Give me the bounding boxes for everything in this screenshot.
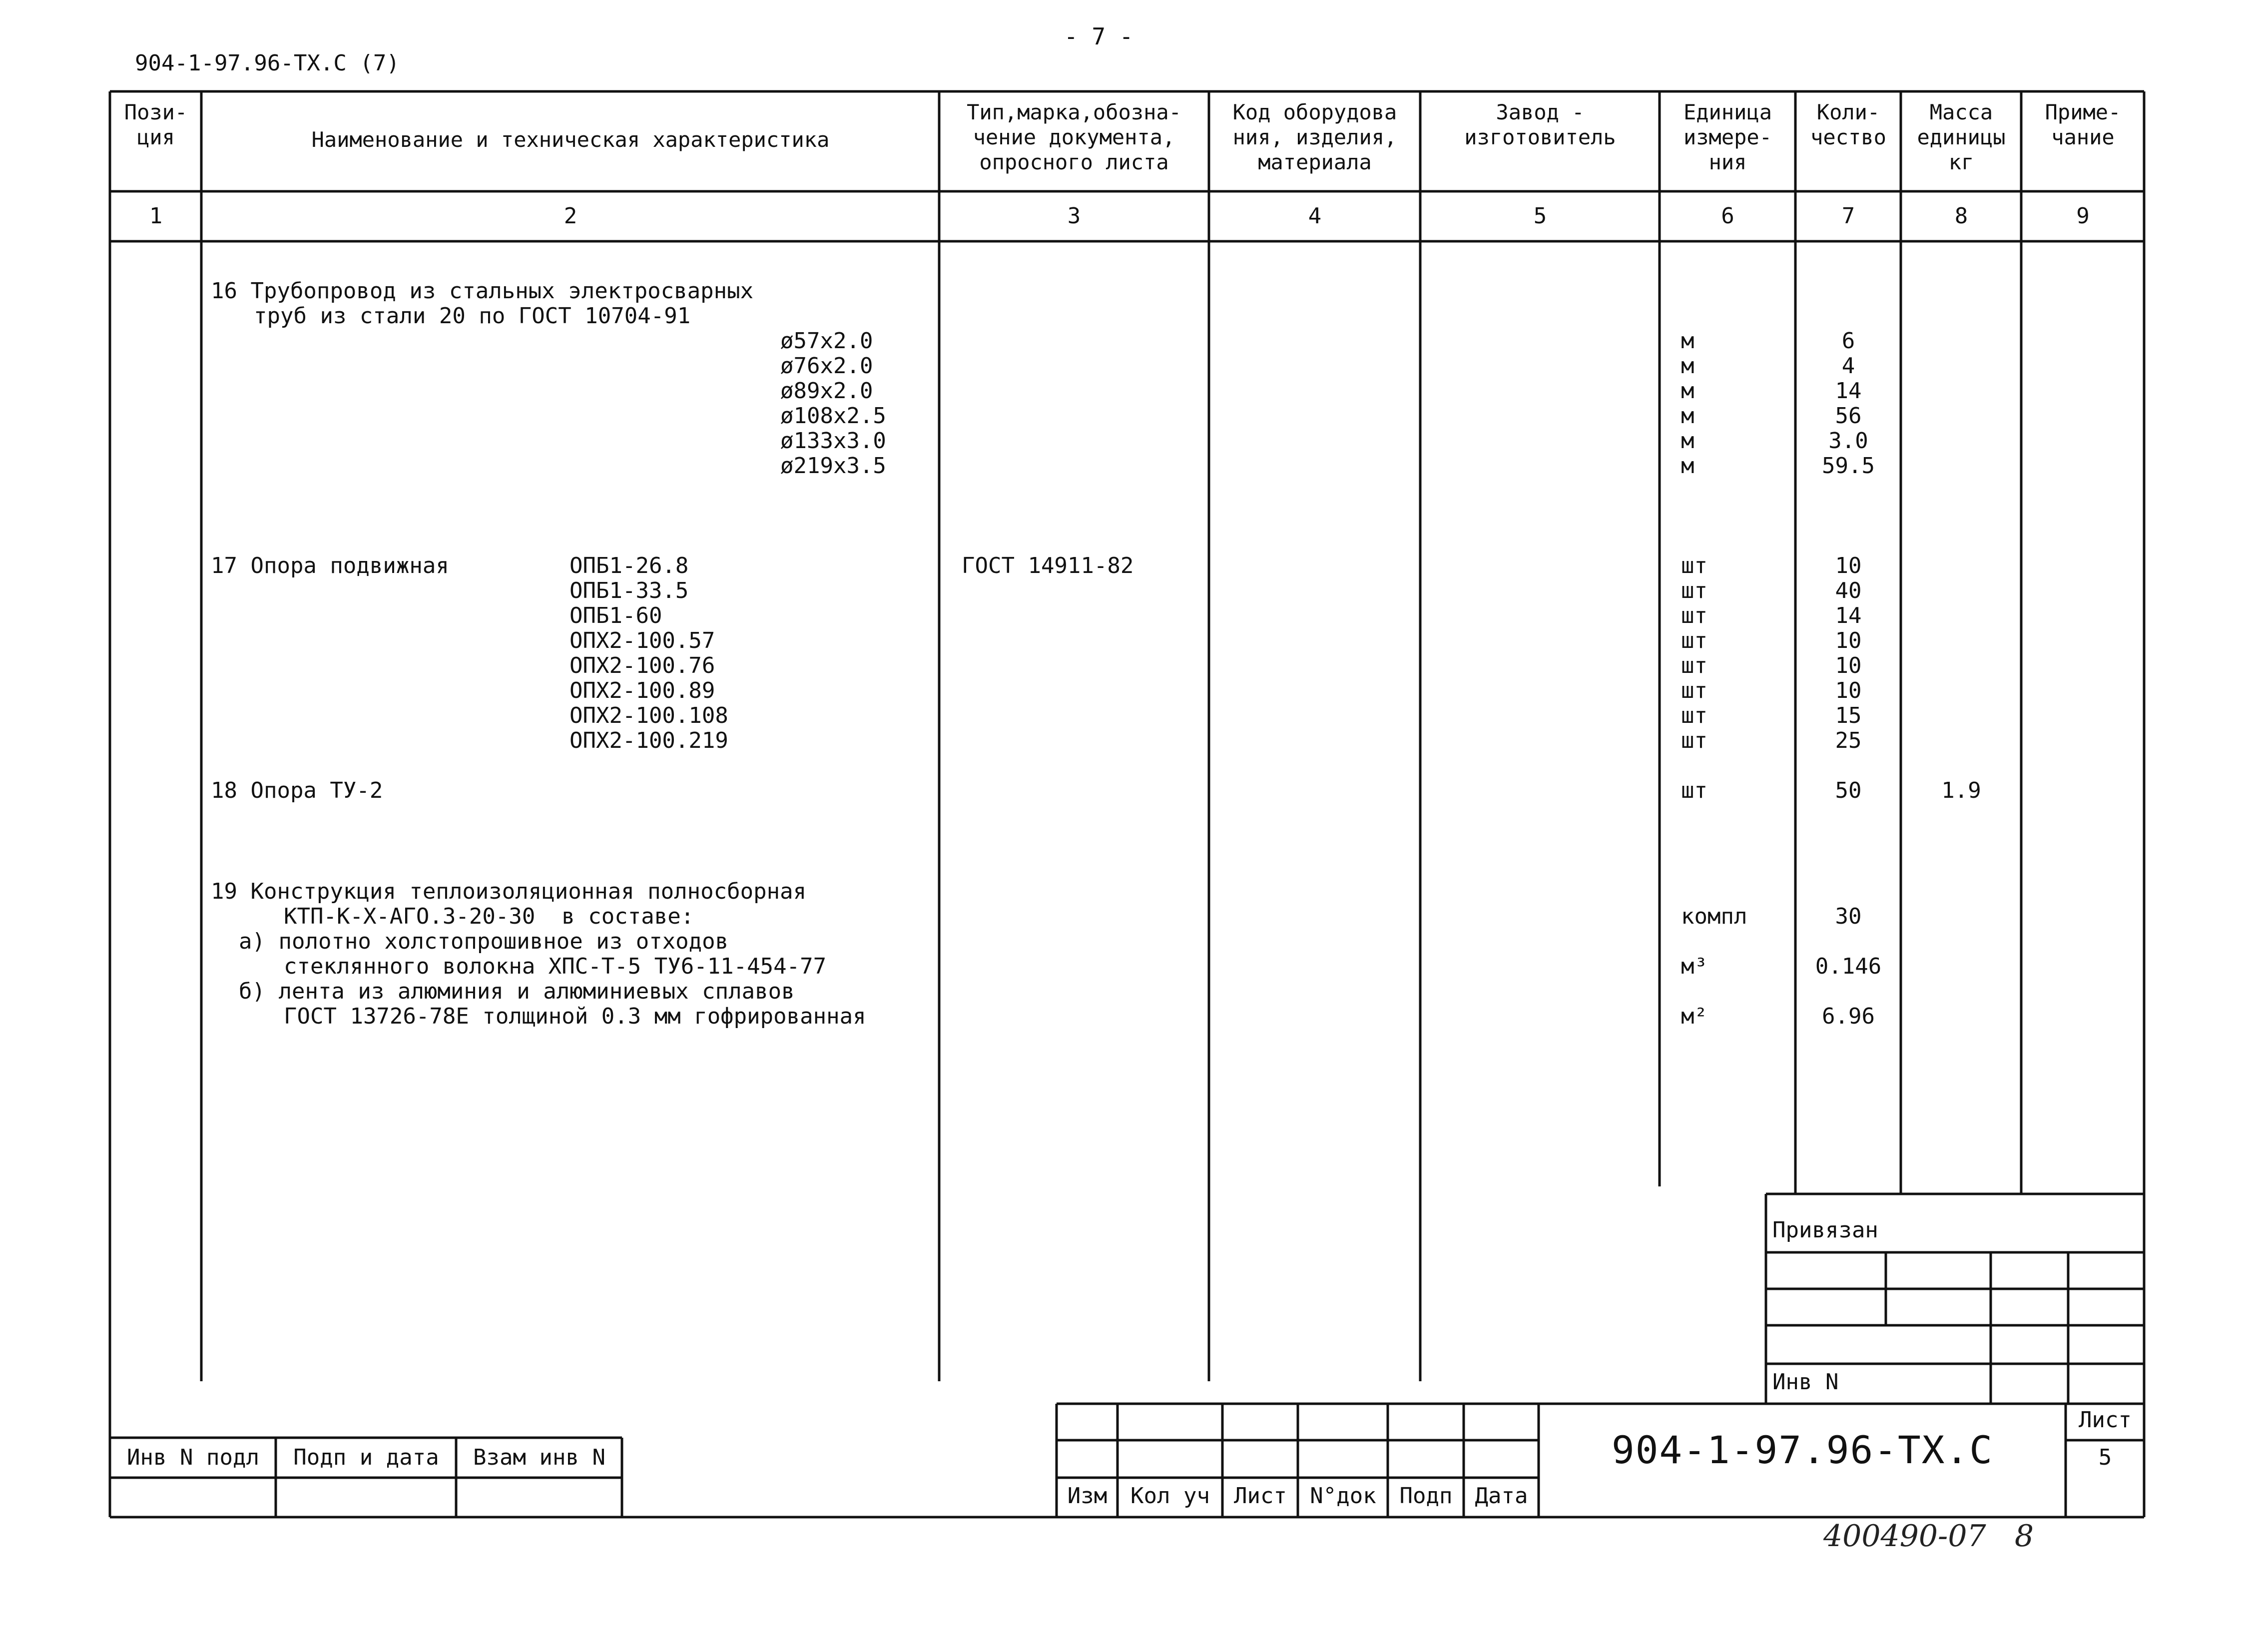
stamp-col-list: Лист [1234, 1483, 1287, 1509]
page-number: - 7 - [1064, 23, 1133, 50]
item-19-line: стеклянного волокна ХПС-Т-5 ТУ6-11-454-77 [284, 954, 827, 979]
item-16-size: ø219x3.5 [780, 453, 886, 479]
stamp-col-izm: Изм [1067, 1483, 1108, 1509]
item-17-unit: шт [1681, 678, 1707, 703]
item-17-qty: 40 [1835, 578, 1862, 603]
item-16-name-cont: труб из стали 20 по ГОСТ 10704-91 [254, 303, 691, 329]
item-16-unit: м [1681, 328, 1694, 354]
item-19-qty: 30 [1835, 904, 1862, 929]
item-18-mass: 1.9 [1941, 778, 1981, 803]
item-16-qty: 14 [1835, 378, 1862, 404]
item-17-unit: шт [1681, 578, 1707, 603]
item-19-line: а) полотно холстопрошивное из отходов [239, 929, 729, 954]
column-number: 2 [563, 203, 577, 229]
item-18-unit: шт [1681, 778, 1707, 803]
item-17-qty: 10 [1835, 553, 1862, 578]
item-16-unit: м [1681, 353, 1694, 379]
header-quantity: Коли- чество [1810, 100, 1886, 149]
handwritten-note: 400490-07 8 [1823, 1519, 2034, 1554]
item-17-unit: шт [1681, 553, 1707, 578]
inv-number-label: Инв N [1772, 1369, 1839, 1395]
item-16-qty: 4 [1841, 353, 1855, 379]
stamp-document-code: 904-1-97.96-ТХ.С [1611, 1428, 1994, 1472]
item-17-qty: 10 [1835, 628, 1862, 653]
stamp-sheet-number: 5 [2098, 1445, 2112, 1470]
item-17-qty: 10 [1835, 678, 1862, 703]
document-code-top: 904-1-97.96-ТХ.С (7) [135, 50, 400, 76]
item-17-qty: 15 [1835, 703, 1862, 728]
column-number: 3 [1067, 203, 1081, 229]
stamp-inv-podl: Инв N подл [127, 1445, 259, 1470]
column-number: 5 [1533, 203, 1547, 229]
header-manufacturer: Завод - изготовитель [1464, 100, 1616, 149]
item-17-model: ОПХ2-100.76 [569, 653, 715, 678]
item-16-size: ø89x2.0 [780, 378, 873, 404]
item-16-unit: м [1681, 453, 1694, 479]
item-16-qty: 3.0 [1828, 428, 1868, 454]
column-number: 4 [1308, 203, 1322, 229]
item-17-model: ОПХ2-100.89 [569, 678, 715, 703]
item-17-model: ОПХ2-100.108 [569, 703, 728, 728]
item-17-unit: шт [1681, 603, 1707, 628]
column-number: 1 [149, 203, 163, 229]
stamp-col-ndok: N°док [1310, 1483, 1376, 1509]
item-16-qty: 56 [1835, 403, 1862, 429]
item-16-qty: 59.5 [1822, 453, 1875, 479]
item-18-qty: 50 [1835, 778, 1862, 803]
stamp-col-data: Дата [1475, 1483, 1528, 1509]
item-19-line: б) лента из алюминия и алюминиевых сплавов [239, 979, 795, 1004]
item-17-unit: шт [1681, 628, 1707, 653]
column-number: 7 [1841, 203, 1855, 229]
item-19-line: 19 Конструкция теплоизоляционная полносборная [211, 879, 807, 904]
item-19-qty: 6.96 [1822, 1004, 1875, 1029]
item-17-model: ОПБ1-60 [569, 603, 662, 628]
item-17-model: ОПБ1-26.8 [569, 553, 689, 578]
item-16-unit: м [1681, 428, 1694, 454]
item-19-qty: 0.146 [1815, 954, 1882, 979]
stamp-col-podp: Подп [1399, 1483, 1453, 1509]
header-name: Наименование и техническая характеристика [311, 127, 830, 152]
item-17-doc: ГОСТ 14911-82 [962, 553, 1134, 578]
item-17-qty: 14 [1835, 603, 1862, 628]
item-16-size: ø133x3.0 [780, 428, 886, 454]
item-19-unit: компл [1681, 904, 1747, 929]
item-17-unit: шт [1681, 703, 1707, 728]
item-16-unit: м [1681, 403, 1694, 429]
item-17-unit: шт [1681, 728, 1707, 753]
stamp-podp-data: Подп и дата [293, 1445, 439, 1470]
item-18-name: 18 Опора ТУ-2 [211, 778, 383, 803]
header-note: Приме- чание [2045, 100, 2121, 149]
item-17-name: 17 Опора подвижная [211, 553, 449, 578]
stamp-vzam-inv: Взам инв N [473, 1445, 605, 1470]
item-17-qty: 25 [1835, 728, 1862, 753]
privyazan-label: Привязан [1772, 1217, 1878, 1243]
item-16-unit: м [1681, 378, 1694, 404]
header-unit: Единица измере- ния [1683, 100, 1772, 174]
header-type: Тип,марка,обозна- чение документа, опросного листа [967, 100, 1181, 174]
item-19-unit: м³ [1681, 954, 1707, 979]
column-number: 9 [2076, 203, 2090, 229]
item-16-name: 16 Трубопровод из стальных электросварных [211, 278, 754, 304]
item-16-qty: 6 [1841, 328, 1855, 354]
stamp-col-kol-uch: Кол уч [1130, 1483, 1210, 1509]
column-number: 6 [1721, 203, 1734, 229]
item-17-model: ОПБ1-33.5 [569, 578, 689, 603]
item-17-unit: шт [1681, 653, 1707, 678]
column-number: 8 [1954, 203, 1968, 229]
header-mass: Масса единицы кг [1917, 100, 2006, 174]
item-17-model: ОПХ2-100.219 [569, 728, 728, 753]
item-19-line: КТП-К-Х-АГО.3-20-30 в составе: [284, 904, 694, 929]
item-19-unit: м² [1681, 1004, 1707, 1029]
item-16-size: ø57x2.0 [780, 328, 873, 354]
header-position: Пози- ция [124, 100, 188, 149]
stamp-sheet-label: Лист [2079, 1407, 2132, 1433]
item-16-size: ø76x2.0 [780, 353, 873, 379]
item-16-size: ø108x2.5 [780, 403, 886, 429]
item-19-line: ГОСТ 13726-78Е толщиной 0.3 мм гофрированная [284, 1004, 866, 1029]
item-17-model: ОПХ2-100.57 [569, 628, 715, 653]
item-17-qty: 10 [1835, 653, 1862, 678]
header-code: Код оборудова ния, изделия, материала [1232, 100, 1397, 174]
